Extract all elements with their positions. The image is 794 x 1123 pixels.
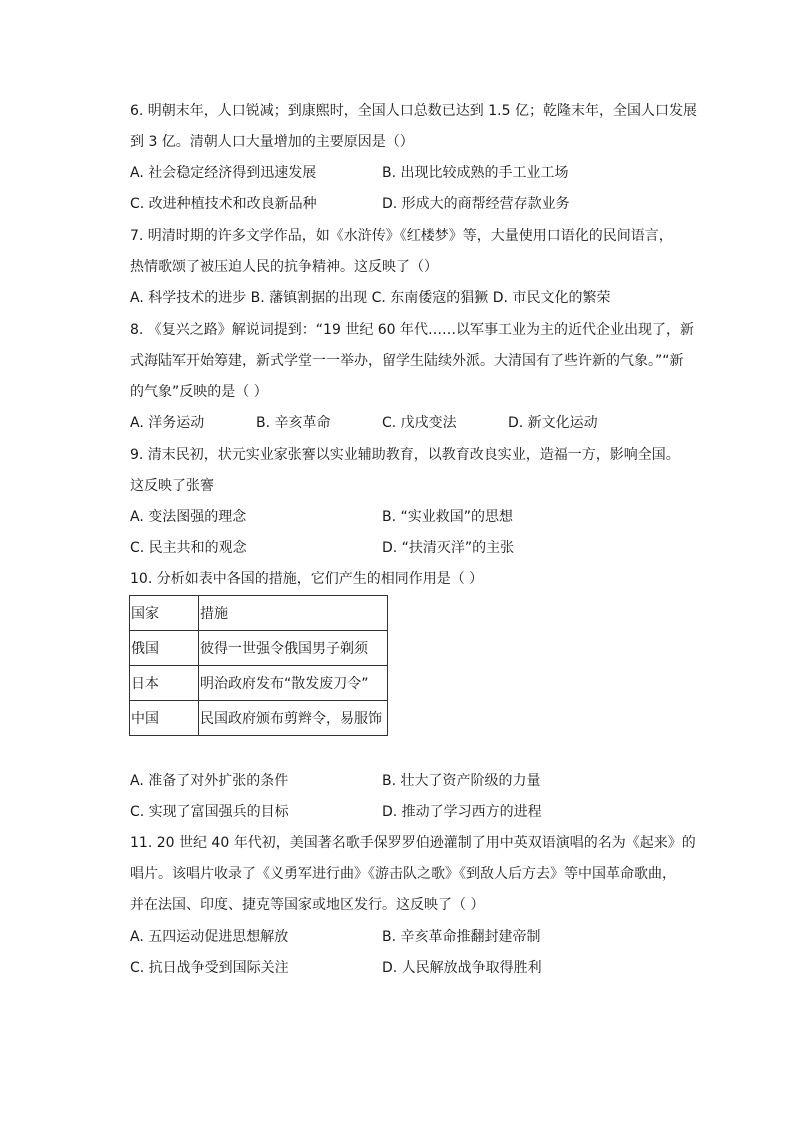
q8-option-a: A. 洋务运动 bbox=[130, 415, 205, 431]
q9-option-b: B. “实业救国”的思想 bbox=[382, 509, 514, 525]
table-row bbox=[130, 666, 388, 701]
q6-option-d: D. 形成大的商帮经营存款业务 bbox=[382, 196, 570, 212]
table-header-measure: 措施 bbox=[199, 596, 388, 631]
q8-option-b: B. 辛亥革命 bbox=[256, 415, 331, 431]
table-cell-country: 俄国 bbox=[130, 631, 199, 666]
q10-table bbox=[129, 595, 388, 736]
q11-option-c: C. 抗日战争受到国际关注 bbox=[130, 960, 289, 976]
q11-stem-line-2: 唱片。该唱片收录了《义勇军进行曲》《游击队之歌》《到敌人后方去》等中国革命歌曲， bbox=[130, 866, 676, 882]
q8-stem-line-2: 式海陆军开始筹建，新式学堂一一举办，留学生陆续外派。大清国有了些许新的气象。”“新 bbox=[130, 353, 684, 369]
q8-option-d: D. 新文化运动 bbox=[508, 415, 598, 431]
table-cell-measure: 明治政府发布“散发废刀令” bbox=[199, 666, 388, 701]
q11-option-b: B. 辛亥革命推翻封建帝制 bbox=[382, 929, 541, 945]
q6-option-a: A. 社会稳定经济得到迅速发展 bbox=[130, 165, 317, 181]
q8-stem-line-1: 8. 《复兴之路》解说词提到：“19 世纪 60 年代……以军事工业为主的近代企业出现了，新 bbox=[130, 322, 695, 338]
q11-option-d: D. 人民解放战争取得胜利 bbox=[382, 960, 542, 976]
q6-stem-line-2: 到 3 亿。清朝人口大量增加的主要原因是（） bbox=[130, 134, 414, 150]
q6-option-c: C. 改进种植技术和改良新品种 bbox=[130, 196, 317, 212]
q6-stem-line-1: 6. 明朝末年，人口锐减；到康熙时，全国人口总数已达到 1.5 亿；乾隆末年，全国人口发展 bbox=[130, 103, 697, 119]
table-cell-country: 中国 bbox=[130, 701, 199, 736]
q9-option-c: C. 民主共和的观念 bbox=[130, 540, 247, 556]
q8-option-c: C. 戊戌变法 bbox=[382, 415, 457, 431]
q6-option-b: B. 出现比较成熟的手工业工场 bbox=[382, 165, 569, 181]
table-cell-measure: 彼得一世强令俄国男子剃须 bbox=[199, 631, 388, 666]
table-cell-country: 日本 bbox=[130, 666, 199, 701]
q10-option-a: A. 准备了对外扩张的条件 bbox=[130, 773, 289, 789]
q10-option-c: C. 实现了富国强兵的目标 bbox=[130, 804, 289, 820]
q9-option-d: D. “扶清灭洋”的主张 bbox=[382, 540, 515, 556]
q9-stem-line-1: 9. 清末民初，状元实业家张謇以实业辅助教育，以教育改良实业，造福一方，影响全国。 bbox=[130, 447, 680, 463]
q11-option-a: A. 五四运动促进思想解放 bbox=[130, 929, 289, 945]
table-header-country: 国家 bbox=[130, 596, 199, 631]
table-row bbox=[130, 631, 388, 666]
q8-stem-line-3: 的气象”反映的是（ ） bbox=[130, 384, 268, 400]
q10-option-d: D. 推动了学习西方的进程 bbox=[382, 804, 542, 820]
table-cell-measure: 民国政府颁布剪辫令，易服饰 bbox=[199, 701, 388, 736]
q10-option-b: B. 壮大了资产阶级的力量 bbox=[382, 773, 541, 789]
q11-stem-line-3: 并在法国、印度、捷克等国家或地区发行。这反映了（ ） bbox=[130, 897, 485, 913]
q11-stem-line-1: 11. 20 世纪 40 年代初，美国著名歌手保罗罗伯逊灌制了用中英双语演唱的名为《起来》的 bbox=[130, 835, 696, 851]
table-row bbox=[130, 701, 388, 736]
q7-stem-line-1: 7. 明清时期的许多文学作品，如《水浒传》《红楼梦》等，大量使用口语化的民间语言， bbox=[130, 228, 673, 244]
q7-options: A. 科学技术的进步 B. 藩镇割据的出现 C. 东南倭寇的猖獗 D. 市民文化的繁荣 bbox=[130, 290, 611, 306]
q10-stem-line-1: 10. 分析如表中各国的措施，它们产生的相同作用是（ ） bbox=[130, 571, 484, 587]
q9-option-a: A. 变法图强的理念 bbox=[130, 509, 247, 525]
q7-stem-line-2: 热情歌颂了被压迫人民的抗争精神。这反映了（） bbox=[130, 259, 438, 275]
q9-stem-line-2: 这反映了张謇 bbox=[130, 478, 214, 494]
table-header-row bbox=[130, 596, 388, 631]
